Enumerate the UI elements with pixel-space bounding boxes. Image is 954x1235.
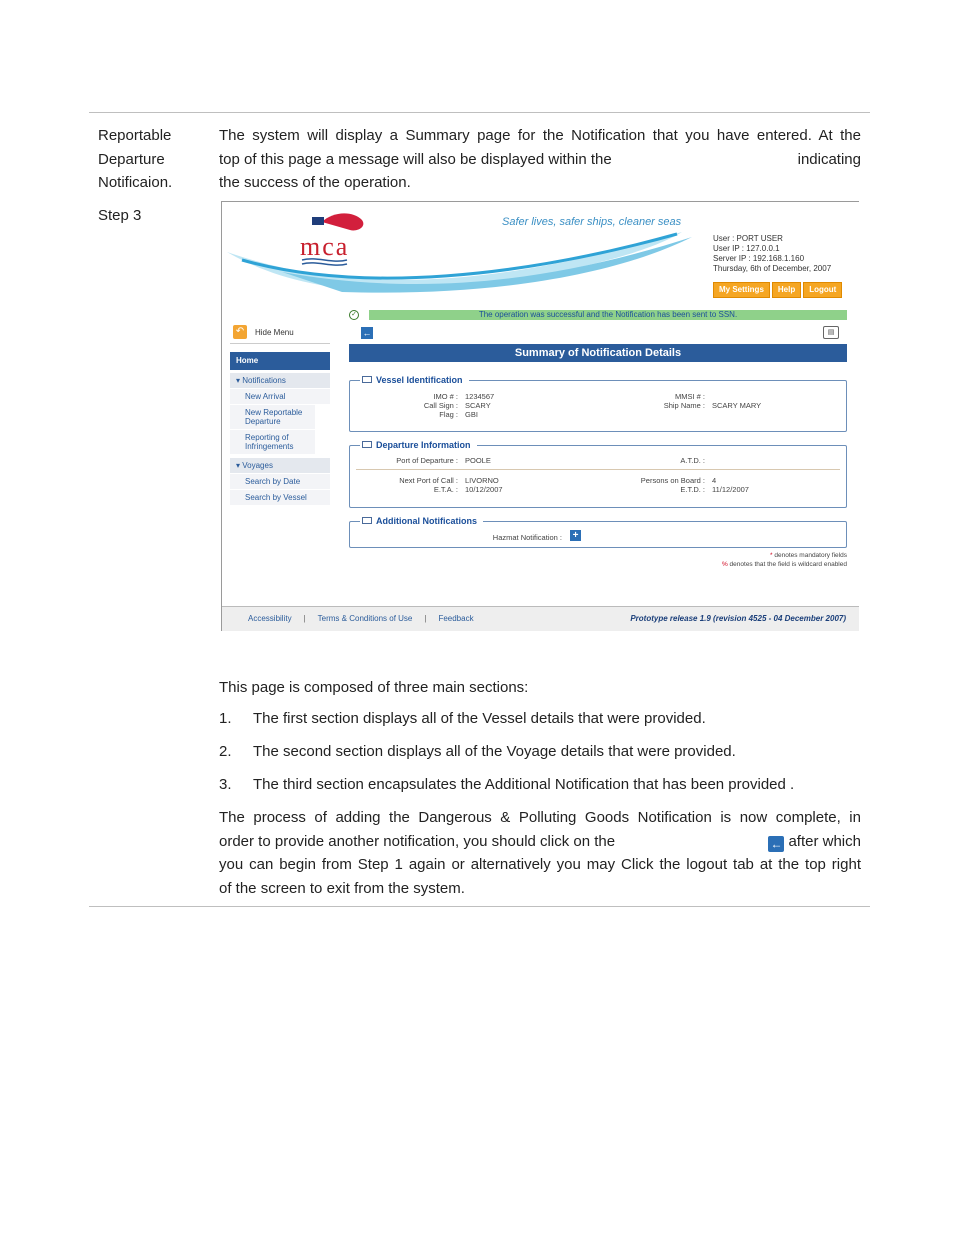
success-message [349, 310, 847, 320]
back-arrow-icon[interactable]: ← [362, 328, 372, 338]
help-button[interactable]: Help [772, 282, 801, 298]
list-number: 1. [219, 710, 232, 727]
legend-text: Vessel Identification [376, 375, 463, 385]
plus-icon[interactable]: + [570, 530, 581, 541]
footer-links [248, 614, 474, 623]
closing-line: The process of adding the Dangerous & Polluting Goods Notification is now complete, in [219, 809, 861, 826]
intro-paragraph [219, 124, 861, 195]
closing-line-part-text: after which [788, 832, 861, 850]
closing-line-part [768, 830, 861, 854]
sidebar-item-new-arrival[interactable]: New Arrival [230, 389, 330, 405]
summary-title: Summary of Notification Details [349, 344, 847, 362]
user-ip: User IP : 127.0.0.1 [713, 244, 780, 253]
section-label-line: Notificaion. [98, 174, 173, 191]
list-text: The third section encapsulates the Additional Notification that has been provided . [253, 776, 795, 793]
persons-on-board-value: 4 [712, 476, 717, 485]
asterisk-icon: * [770, 552, 773, 559]
imo-value: 1234567 [465, 392, 495, 401]
list-text: The second section displays all of the Voyage details that were provided. [253, 743, 736, 760]
flag-value: GBI [465, 410, 478, 419]
top-rule [89, 112, 870, 113]
callsign-label: Call Sign : [423, 401, 458, 410]
intro-line-part: top of this page a message will also be displayed within the [219, 150, 612, 168]
hazmat-label: Hazmat Notification : [492, 533, 562, 542]
section-label-line: Departure [98, 150, 165, 168]
bottom-rule [89, 906, 870, 907]
divider [356, 469, 840, 470]
closing-line-part: order to provide another notification, you should click on the [219, 832, 616, 850]
imo-label: IMO # : [433, 392, 458, 401]
sidebar-section-label: Notifications [242, 376, 286, 385]
legend-text: Additional Notifications [376, 516, 477, 526]
flag-label: Flag : [439, 410, 458, 419]
sidebar-section-notifications[interactable]: ▾ Notifications [230, 373, 330, 389]
list-text: The first section displays all of the Vessel details that were provided. [253, 710, 706, 727]
back-arrow-icon: ← [770, 836, 783, 851]
form-icon [362, 376, 372, 383]
user-name: User : PORT USER [713, 234, 783, 243]
legend-text: Departure Information [376, 440, 471, 450]
top-buttons [713, 282, 842, 298]
percent-asterisk-icon: % [721, 561, 728, 568]
etd-value: 11/12/2007 [712, 485, 749, 494]
fieldset-legend [360, 439, 477, 451]
eta-label: E.T.A. : [433, 485, 458, 494]
success-message-text: The operation was successful and the Notification has been sent to SSN. [369, 310, 847, 320]
feedback-link[interactable]: Feedback [438, 614, 474, 623]
fieldset-legend [360, 515, 483, 527]
sidebar [230, 322, 330, 506]
intro-line-part: indicating [797, 150, 861, 168]
mca-logo: mca [300, 232, 350, 261]
field-notes [349, 551, 847, 569]
closing-line [219, 830, 861, 854]
vessel-identification-fieldset [349, 375, 847, 432]
form-icon [362, 441, 372, 448]
fieldset-legend [360, 374, 469, 386]
mandatory-note [349, 551, 847, 560]
separator: | [424, 614, 427, 623]
sidebar-item-new-reportable-departure[interactable]: New Reportable Departure [230, 405, 315, 430]
wildcard-note-text: denotes that the field is wildcard enabled [729, 561, 847, 568]
intro-line [219, 148, 861, 172]
current-date: Thursday, 6th of December, 2007 [713, 264, 832, 273]
sidebar-item-search-by-vessel[interactable]: Search by Vessel [230, 490, 330, 506]
my-settings-button[interactable]: My Settings [713, 282, 770, 298]
next-port-label: Next Port of Call : [399, 476, 458, 485]
mandatory-note-text: denotes mandatory fields [774, 552, 847, 559]
departure-information-fieldset [349, 440, 847, 508]
persons-on-board-label: Persons on Board : [640, 476, 705, 485]
port-of-departure-value: POOLE [465, 456, 491, 465]
port-of-departure-label: Port of Departure : [396, 456, 458, 465]
sidebar-section-label: Voyages [242, 461, 273, 470]
tagline: Safer lives, safer ships, cleaner seas [502, 216, 682, 228]
eta-value: 10/12/2007 [465, 485, 503, 494]
closing-line: of the screen to exit from the system. [219, 879, 465, 897]
hide-menu-link[interactable] [230, 322, 330, 344]
sidebar-item-reporting-of-infringements[interactable]: Reporting of Infringements [230, 430, 315, 455]
logout-button[interactable]: Logout [803, 282, 842, 298]
step-label: Step 3 [98, 207, 142, 224]
list-number: 2. [219, 743, 232, 760]
release-info: Prototype release 1.9 (revision 4525 - 04 December 2007) [630, 614, 846, 623]
atd-label: A.T.D. : [680, 456, 705, 465]
etd-label: E.T.D. : [680, 485, 705, 494]
check-icon: ✓ [349, 310, 359, 320]
shipname-label: Ship Name : [663, 401, 705, 410]
server-ip: Server IP : 192.168.1.160 [713, 254, 805, 263]
hide-menu-icon: ↶ [233, 325, 247, 339]
closing-paragraph [219, 806, 861, 900]
hide-menu-label: Hide Menu [255, 328, 294, 337]
section-label [98, 124, 172, 195]
callsign-value: SCARY [465, 401, 491, 410]
intro-line: the success of the operation. [219, 174, 411, 191]
print-icon[interactable]: ▤ [823, 326, 839, 339]
app-screenshot [221, 201, 859, 631]
mmsi-label: MMSI # : [674, 392, 705, 401]
intro-line: The system will display a Summary page for the Notification that you have entered. At the [219, 127, 861, 144]
closing-line: you can begin from Step 1 again or alternatively you may Click the logout tab at the top right [219, 856, 861, 873]
sidebar-item-search-by-date[interactable]: Search by Date [230, 474, 330, 490]
composed-text: This page is composed of three main sections: [219, 679, 529, 696]
nav-row [349, 325, 847, 341]
form-icon [362, 517, 372, 524]
accessibility-link[interactable]: Accessibility [248, 614, 292, 623]
shipname-value: SCARY MARY [712, 401, 762, 410]
user-info [713, 234, 831, 274]
sidebar-section-voyages[interactable]: ▾ Voyages [230, 458, 330, 474]
section-label-line: Reportable [98, 127, 172, 144]
wildcard-note [349, 560, 847, 569]
terms-link[interactable]: Terms & Conditions of Use [317, 614, 413, 623]
list-number: 3. [219, 776, 232, 793]
separator: | [303, 614, 306, 623]
additional-notifications-fieldset [349, 516, 847, 548]
next-port-value: LIVORNO [465, 476, 499, 485]
sidebar-item-home[interactable]: Home [230, 352, 330, 370]
footer [222, 606, 859, 631]
